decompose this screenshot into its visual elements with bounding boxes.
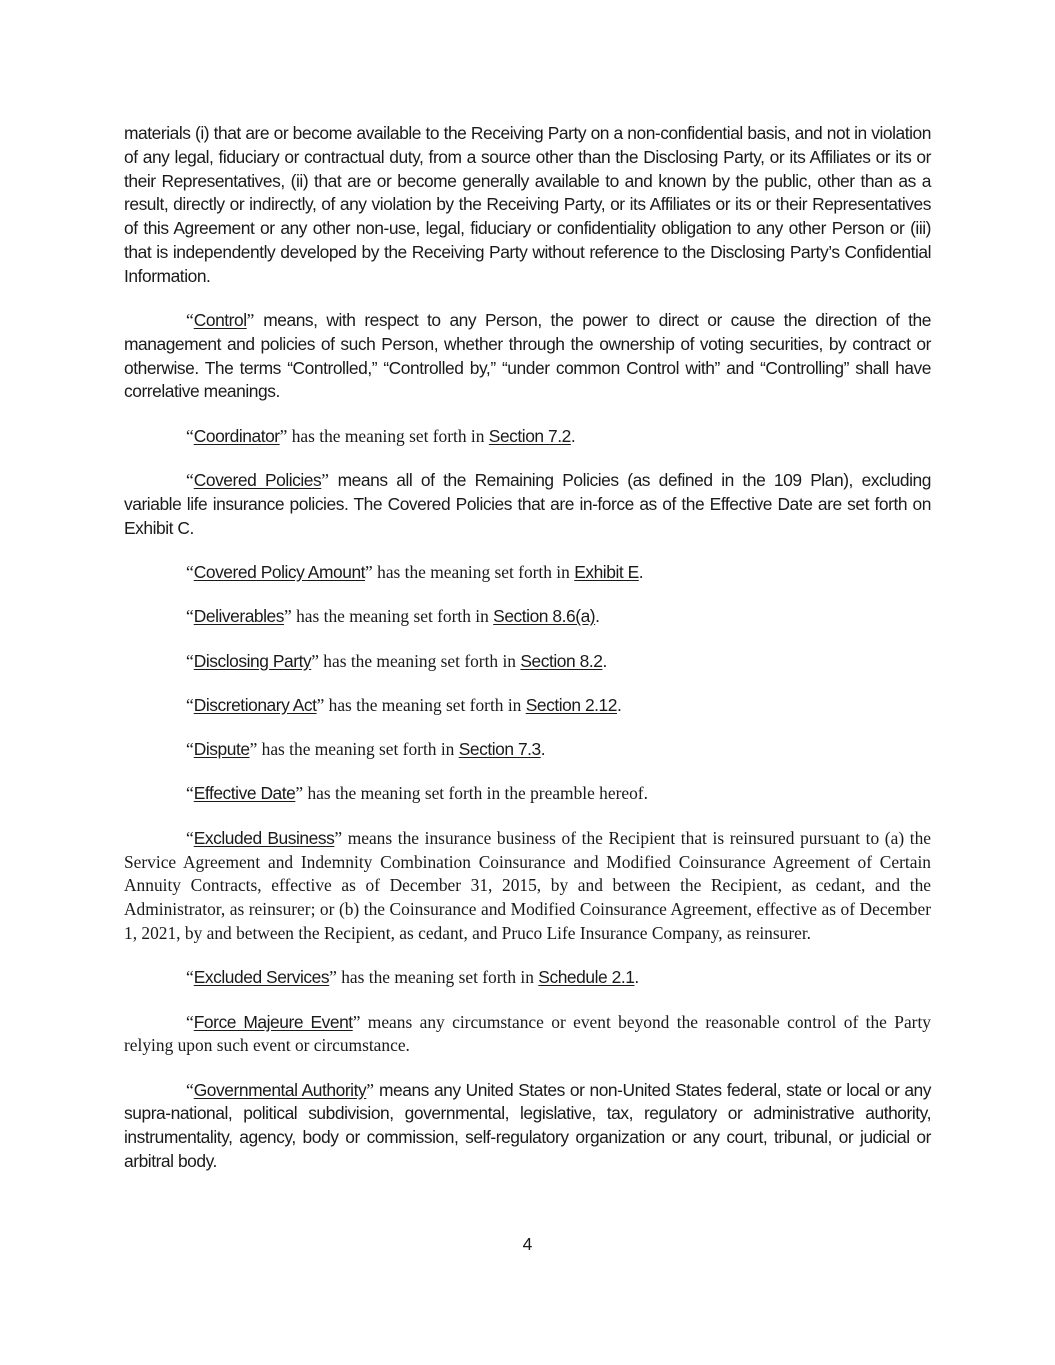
close-quote: ” [329,967,337,988]
open-quote: “ [186,967,194,988]
cross-reference-link[interactable]: Section 7.2 [488,425,571,446]
open-quote: “ [186,783,194,804]
document-page [124,122,931,1194]
definition-effective-date [124,782,931,806]
definition-covered-policies [124,469,931,540]
defined-term: Covered Policies [193,470,322,491]
cross-reference-link[interactable]: Section 2.12 [525,694,617,715]
defined-term: Force Majeure Event [193,1011,353,1032]
page-number: 4 [522,1234,533,1254]
definition-discretionary-act [124,694,931,718]
definition-covered-policy-amount [124,561,931,585]
defined-term: Effective Date [193,783,296,804]
open-quote: “ [186,694,194,715]
close-quote: ” [366,1079,374,1100]
terminal-punctuation: . [570,425,576,446]
definition-body: has the meaning set forth in [291,606,494,627]
open-quote: “ [186,561,194,582]
close-quote: ” [295,783,304,804]
open-quote: “ [186,310,194,331]
definition-body: has the meaning set forth in [324,694,526,715]
terminal-punctuation: . [638,561,644,582]
close-quote: ” [316,694,325,715]
cross-reference-link[interactable]: Section 8.6(a) [493,606,596,627]
close-quote: ” [365,561,373,582]
definition-control [124,309,931,404]
defined-term: Excluded Business [193,827,335,848]
defined-term: Disclosing Party [193,650,312,671]
definition-excluded-services [124,966,931,990]
cross-reference-link[interactable]: Section 8.2 [520,650,603,671]
close-quote: ” [279,425,288,446]
terminal-punctuation: . [602,650,607,671]
open-quote: “ [186,606,194,627]
definition-body: means the insurance business of the Recipient that is reinsured pursuant to (a) the Service Agreement and Indemnity Combination Coinsurance and Modified Coinsurance Agreement of Certain Annuity Contracts, effective as of December 31, 2015, by and between the Recipient, as cedant, and the Administrator, as reinsurer; or (b) the Coinsurance and Modified Coinsurance Agreement, effective as of December 1, 2021, by and between the Recipient, as cedant, and Pruco Life Insurance Company, as reinsurer. [124,827,931,943]
close-quote: ” [311,650,319,671]
close-quote: ” [321,470,330,491]
definition-force-majeure-event [124,1011,931,1059]
open-quote: “ [186,827,194,848]
open-quote: “ [186,650,194,671]
defined-term: Excluded Services [193,967,330,988]
definition-disclosing-party [124,650,931,674]
open-quote: “ [186,470,194,491]
defined-term: Coordinator [193,425,280,446]
defined-term: Control [193,310,247,331]
close-quote: ” [249,739,258,760]
cross-reference-link[interactable]: Exhibit E [574,561,639,582]
definition-body: has the meaning set forth in [257,739,459,760]
open-quote: “ [186,1079,194,1100]
close-quote: ” [284,606,292,627]
terminal-punctuation: . [617,694,622,715]
definition-dispute [124,738,931,762]
definitions-list [124,309,931,1174]
defined-term: Discretionary Act [193,694,317,715]
close-quote: ” [246,310,255,331]
definition-excluded-business [124,827,931,946]
definition-governmental-authority [124,1079,931,1174]
defined-term: Governmental Authority [193,1079,367,1100]
terminal-punctuation: . [634,967,639,988]
continuation-paragraph: materials (i) that are or become available to the Receiving Party on a non-confidential basis, and not in violation of any legal, fiduciary or contractual duty, from a source other than the Disclosing Party, or its Affiliates or its or their Representatives, (ii) that are or become generally available to and known by the public, other than as a result, directly or indirectly, of any violation by the Receiving Party, or its Affiliates or its or their Representatives of this Agreement or any other non-use, legal, fiduciary or confidentiality obligation to any other Person or (iii) that is independently developed by the Receiving Party without reference to the Disclosing Party’s Confidential Information. [124,123,931,286]
defined-term: Covered Policy Amount [193,561,366,582]
defined-term: Deliverables [193,606,285,627]
definition-body: means any United States or non-United States federal, state or local or any supra-national, political subdivision, governmental, legislative, tax, regulatory or administrative authority, instrumentality, agency, body or commission, self-regulatory organization or any court, tribunal, or judicial or arbitral body. [124,1079,932,1171]
definition-body: has the meaning set forth in [287,425,489,446]
definition-body: has the meaning set forth in [318,650,521,671]
definition-body: has the meaning set forth in [372,561,575,582]
definition-body: means any circumstance or event beyond the reasonable control of the Party relying upon such event or circumstance. [124,1011,931,1056]
definition-deliverables [124,605,931,629]
open-quote: “ [186,739,194,760]
definition-body: has the meaning set forth in [336,967,539,988]
close-quote: ” [352,1011,361,1032]
definition-body: means, with respect to any Person, the power to direct or cause the direction of the management and policies of such Person, whether through the ownership of voting securities, by contract or otherwise. The terms “Controlled,” “Controlled by,” “under common Control with” and “Controlling” shall have correlative meanings. [124,310,931,402]
close-quote: ” [334,827,343,848]
definition-body: means all of the Remaining Policies (as defined in the 109 Plan), excluding variable life insurance policies. The Covered Policies that are in-force as of the Effective Date are set forth on Exhibit C. [124,470,931,538]
definition-body: has the meaning set forth in the preamble hereof. [303,783,648,804]
terminal-punctuation: . [540,739,546,760]
terminal-punctuation: . [595,606,600,627]
defined-term: Dispute [193,739,250,760]
open-quote: “ [186,425,194,446]
definition-coordinator [124,425,931,449]
open-quote: “ [186,1011,194,1032]
cross-reference-link[interactable]: Section 7.3 [458,739,541,760]
cross-reference-link[interactable]: Schedule 2.1 [538,967,635,988]
